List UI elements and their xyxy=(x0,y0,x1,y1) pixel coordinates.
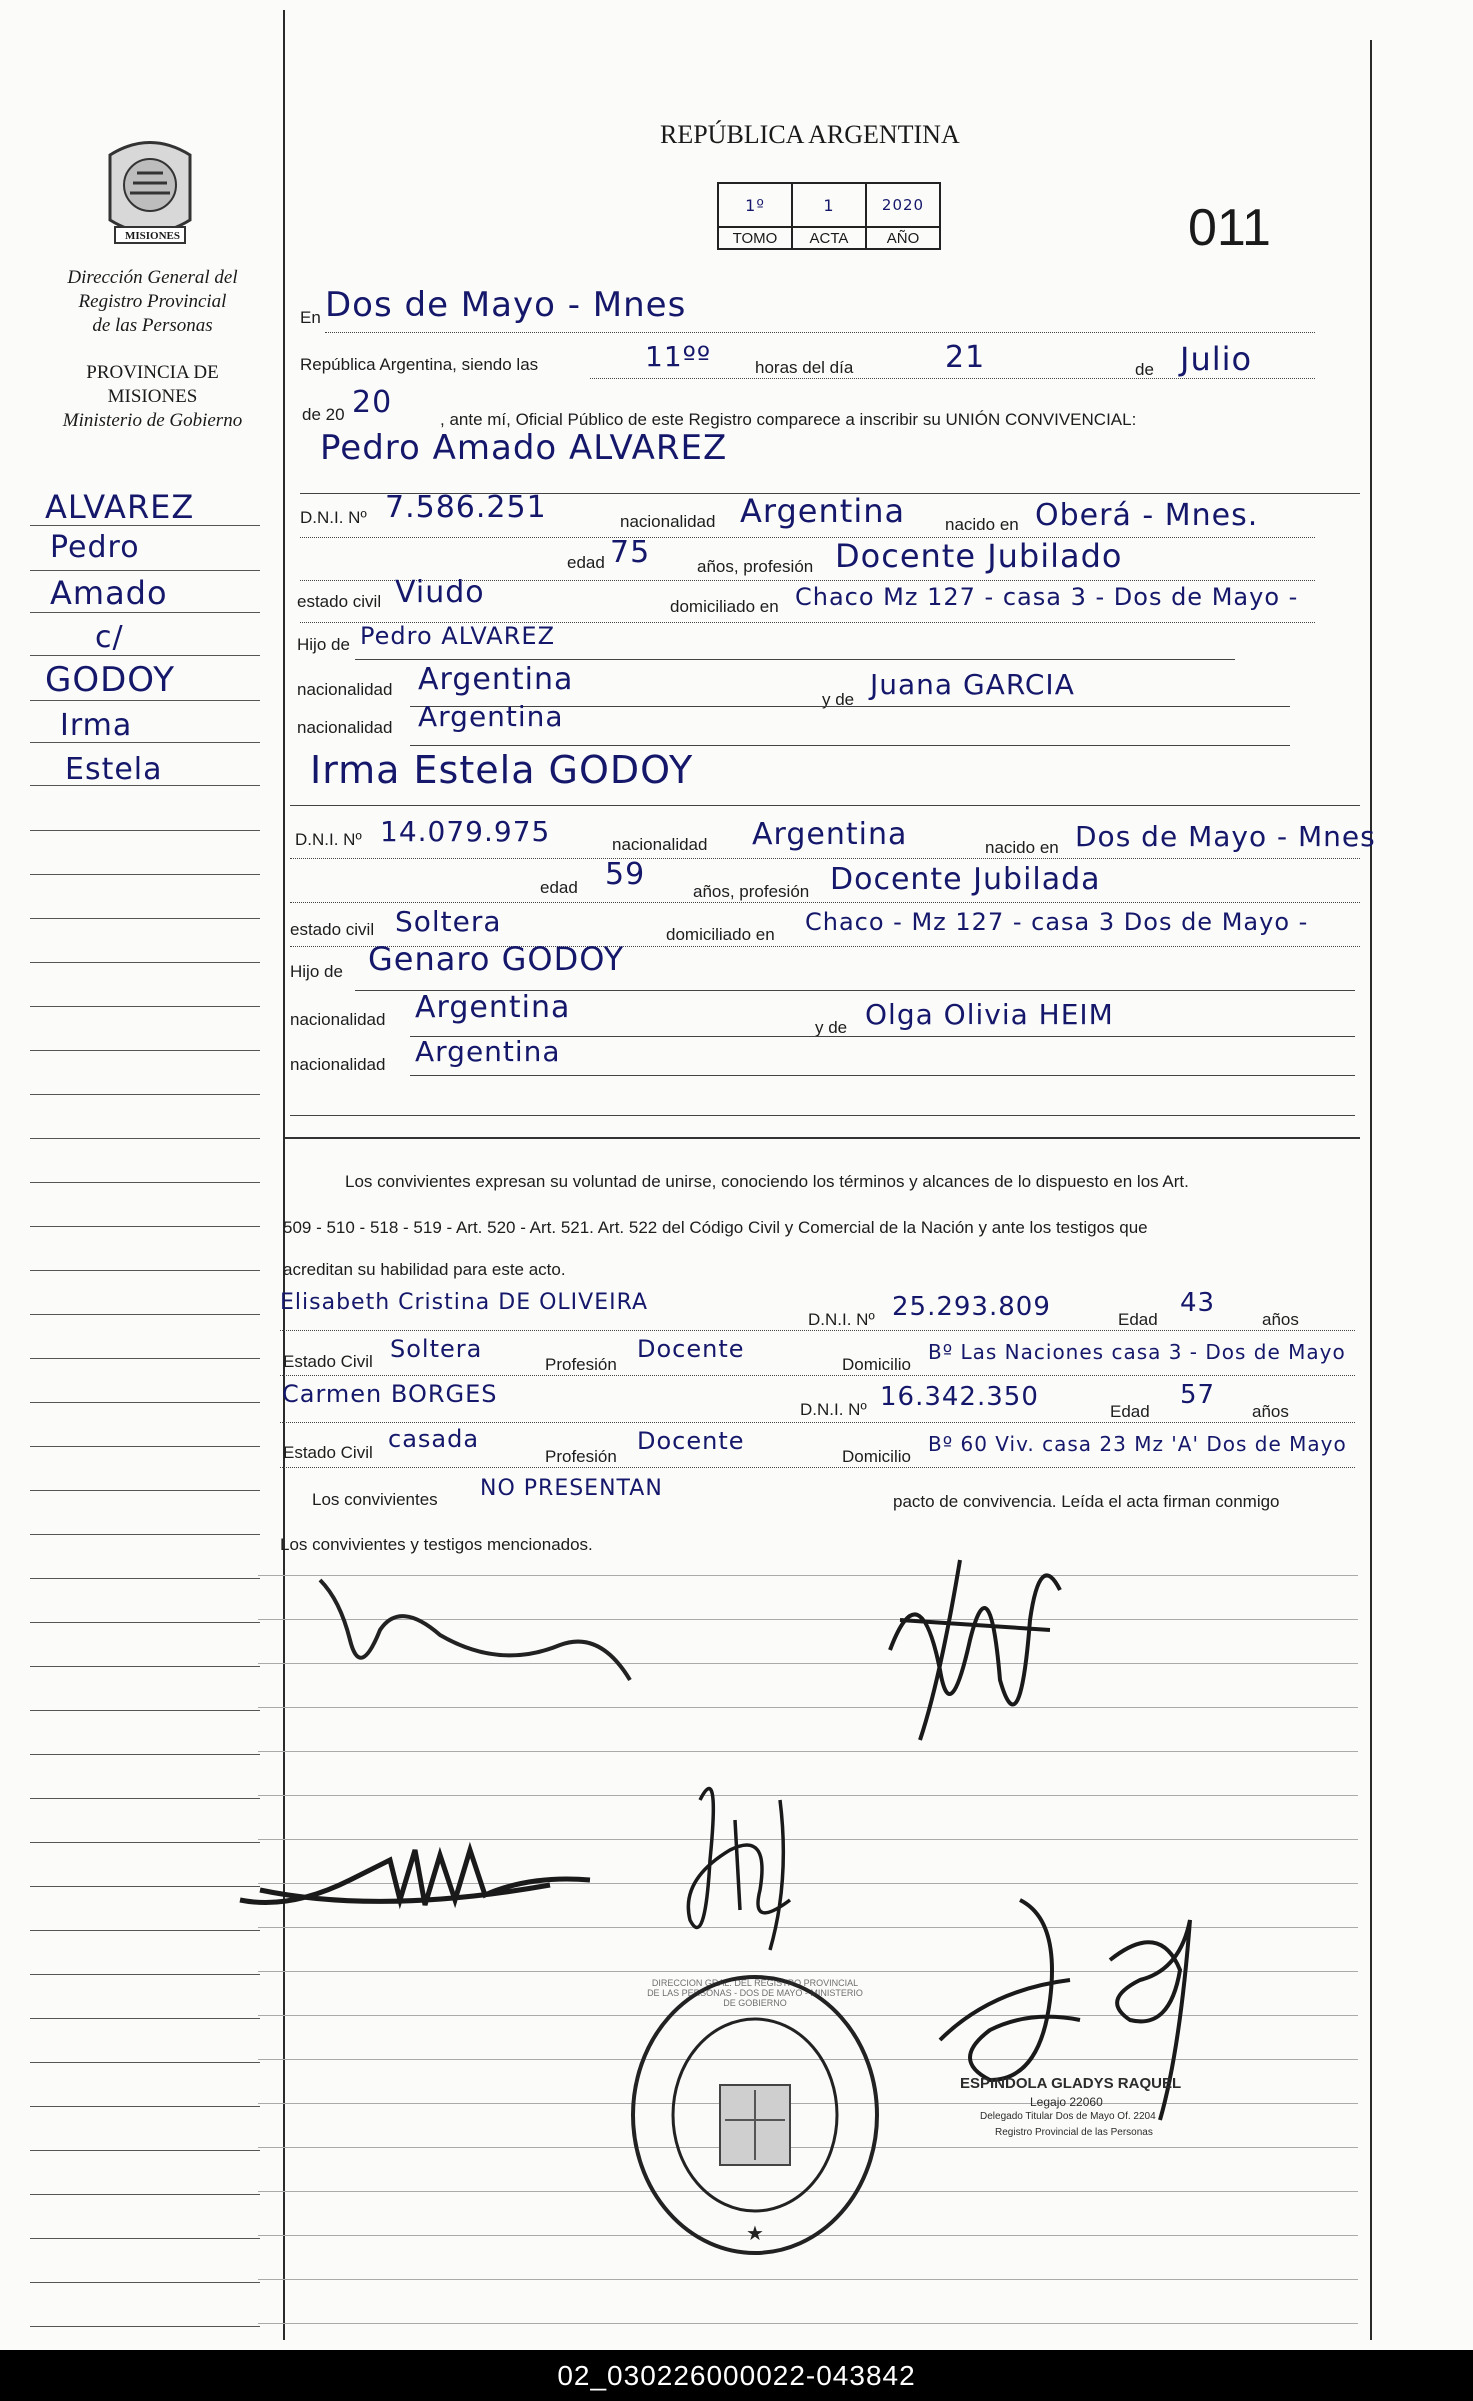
witness1-name: Elisabeth Cristina DE OLIVEIRA xyxy=(280,1290,649,1315)
person2-civil-label: estado civil xyxy=(290,920,375,939)
person2-age-label: edad xyxy=(540,878,578,897)
sidebar-line xyxy=(30,2238,260,2239)
document-code-footer: 02_030226000022-043842 xyxy=(0,2350,1473,2401)
witness1-address: Bº Las Naciones casa 3 - Dos de Mayo xyxy=(928,1340,1346,1364)
sidebar-line xyxy=(30,1402,260,1403)
person1-nat: Argentina xyxy=(740,492,906,530)
year-prefix: de 20 xyxy=(302,405,345,424)
sidebar-name-7: Estela xyxy=(65,752,163,787)
witness2-prof: Docente xyxy=(637,1427,745,1455)
person2-address-label: domiciliado en xyxy=(666,925,775,944)
stamp-legajo: Legajo 22060 xyxy=(1030,2095,1103,2109)
sidebar-line xyxy=(30,1314,260,1315)
witness2-address: Bº 60 Viv. casa 23 Mz 'A' Dos de Mayo xyxy=(928,1432,1347,1456)
witness1-prof-label: Profesión xyxy=(545,1355,617,1374)
person2-father-nat: Argentina xyxy=(415,990,571,1025)
place-value: Dos de Mayo - Mnes xyxy=(325,285,687,325)
sidebar-line xyxy=(30,962,260,963)
witness1-dni: 25.293.809 xyxy=(892,1292,1051,1322)
sidebar-line xyxy=(30,612,260,613)
sidebar-line xyxy=(30,1050,260,1051)
witness2-address-label: Domicilio xyxy=(842,1447,911,1466)
sidebar-line xyxy=(30,830,260,831)
country-title: REPÚBLICA ARGENTINA xyxy=(660,120,960,149)
person1-prof: Docente Jubilado xyxy=(835,537,1123,575)
witness1-address-label: Domicilio xyxy=(842,1355,911,1374)
sidebar-line xyxy=(30,2282,260,2283)
signature-line xyxy=(258,1751,1358,1752)
witness2-dni: 16.342.350 xyxy=(880,1382,1039,1412)
person1-father: Pedro ALVAREZ xyxy=(360,622,556,650)
person2-prof: Docente Jubilada xyxy=(830,862,1101,897)
sidebar-line xyxy=(30,1666,260,1667)
person1-mother-nat-label: nacionalidad xyxy=(297,718,393,737)
person2-born-label: nacido en xyxy=(985,838,1059,857)
witness2-civil-label: Estado Civil xyxy=(283,1443,373,1462)
person1-address: Chaco Mz 127 - casa 3 - Dos de Mayo - xyxy=(795,583,1299,611)
person2-nat: Argentina xyxy=(752,817,908,852)
en-label: En xyxy=(300,308,321,327)
witness1-civil-label: Estado Civil xyxy=(283,1352,373,1371)
person1-and-label: y de xyxy=(822,690,855,709)
page-number: 011 xyxy=(1188,199,1271,257)
person2-nat-label: nacionalidad xyxy=(612,835,708,854)
anio-value: 2020 xyxy=(866,183,940,227)
signature-2 xyxy=(860,1530,1080,1760)
signature-4 xyxy=(650,1760,820,1960)
sidebar-line xyxy=(30,525,260,526)
person1-son-label: Hijo de xyxy=(297,635,350,654)
sidebar-line xyxy=(30,742,260,743)
sidebar-name-6: Irma xyxy=(60,708,133,743)
sidebar-line xyxy=(30,1446,260,1447)
intro-statement: , ante mí, Oficial Público de este Registro comparece a inscribir su UNIÓN CONVIVENCIAL: xyxy=(440,410,1137,429)
signature-3 xyxy=(230,1820,610,1930)
sidebar-line xyxy=(30,1886,260,1887)
person1-father-nat: Argentina xyxy=(418,662,574,697)
sidebar-line xyxy=(30,1094,260,1095)
signature-line xyxy=(258,2279,1358,2280)
sidebar-line xyxy=(30,655,260,656)
sidebar-line xyxy=(30,2106,260,2107)
sidebar-line xyxy=(30,1226,260,1227)
province-line1: PROVINCIA DE xyxy=(86,362,219,383)
person2-and-label: y de xyxy=(815,1018,848,1037)
round-seal-text: DIRECCION GRAL. DEL REGISTRO PROVINCIAL DE LAS PERSONAS - DOS DE MAYO - MINISTERIO DE GOBIERNO xyxy=(647,1978,863,2008)
person2-address: Chaco - Mz 127 - casa 3 Dos de Mayo - xyxy=(805,908,1309,936)
org-name-line1: Dirección General del xyxy=(67,267,238,288)
witness1-age: 43 xyxy=(1180,1288,1216,1318)
sidebar-line xyxy=(30,1534,260,1535)
sidebar-line xyxy=(30,1270,260,1271)
sidebar-line xyxy=(30,1798,260,1799)
person1-dni: 7.586.251 xyxy=(385,490,547,525)
ministry-label: Ministerio de Gobierno xyxy=(62,410,243,431)
sidebar-line xyxy=(30,1710,260,1711)
sidebar-line xyxy=(30,2150,260,2151)
person2-dni: 14.079.975 xyxy=(380,815,551,848)
sidebar-line xyxy=(30,2018,260,2019)
person1-age-label: edad xyxy=(567,553,605,572)
witness1-dni-label: D.N.I. Nº xyxy=(808,1310,875,1329)
svg-text:★: ★ xyxy=(746,2223,764,2245)
person2-son-label: Hijo de xyxy=(290,962,343,981)
org-name-line2: Registro Provincial xyxy=(78,291,227,312)
org-name-line3: de las Personas xyxy=(92,315,213,336)
sidebar-line xyxy=(30,1974,260,1975)
person2-father-nat-label: nacionalidad xyxy=(290,1010,386,1029)
sidebar-line xyxy=(30,1622,260,1623)
person2-dni-label: D.N.I. Nº xyxy=(295,830,362,849)
witness1-civil: Soltera xyxy=(390,1335,483,1363)
month-value: Julio xyxy=(1180,340,1253,378)
closing-prefix: Los convivientes xyxy=(312,1490,438,1509)
horas-label: horas del día xyxy=(755,358,854,377)
sidebar-line xyxy=(30,785,260,786)
person2-name: Irma Estela GODOY xyxy=(310,748,694,792)
person2-born: Dos de Mayo - Mnes xyxy=(1075,820,1376,853)
witness2-civil: casada xyxy=(388,1425,480,1453)
sidebar-line xyxy=(30,874,260,875)
person1-address-label: domiciliado en xyxy=(670,597,779,616)
person1-born-label: nacido en xyxy=(945,515,1019,534)
closing-line2: Los convivientes y testigos mencionados. xyxy=(280,1535,593,1554)
sidebar-name-2: Pedro xyxy=(50,530,140,565)
person1-mother: Juana GARCIA xyxy=(870,668,1075,701)
person1-nat-label: nacionalidad xyxy=(620,512,716,531)
republic-label: República Argentina, siendo las xyxy=(300,355,539,374)
sidebar-line xyxy=(30,1842,260,1843)
sidebar-line xyxy=(30,1182,260,1183)
witness2-prof-label: Profesión xyxy=(545,1447,617,1466)
sidebar-line xyxy=(30,700,260,701)
person2-mother: Olga Olivia HEIM xyxy=(865,998,1114,1031)
seal-label: MISIONES xyxy=(125,230,181,242)
sidebar-line xyxy=(30,1930,260,1931)
witness2-age: 57 xyxy=(1180,1380,1216,1410)
sidebar-line xyxy=(30,1358,260,1359)
sidebar-name-3: Amado xyxy=(50,574,168,612)
person2-prof-label: años, profesión xyxy=(693,882,810,901)
witness1-years-label: años xyxy=(1262,1310,1299,1329)
declaration-line1: Los convivientes expresan su voluntad de unirse, conociendo los términos y alcances de lo dispuesto en los Art. xyxy=(345,1172,1189,1191)
witness2-years-label: años xyxy=(1252,1402,1289,1421)
closing-pact: NO PRESENTAN xyxy=(480,1476,663,1501)
sidebar-line xyxy=(30,1490,260,1491)
sidebar-line xyxy=(30,1754,260,1755)
year-suffix: 20 xyxy=(352,385,393,420)
province-line2: MISIONES xyxy=(107,386,198,407)
person2-mother-nat: Argentina xyxy=(415,1035,561,1068)
anio-label: AÑO xyxy=(866,227,940,249)
sidebar-line xyxy=(30,1578,260,1579)
day-value: 21 xyxy=(945,340,986,375)
witness2-age-label: Edad xyxy=(1110,1402,1150,1421)
witness1-age-label: Edad xyxy=(1118,1310,1158,1329)
person1-father-nat-label: nacionalidad xyxy=(297,680,393,699)
sidebar-name-1: ALVAREZ xyxy=(45,488,195,526)
round-seal xyxy=(625,1970,885,2260)
tomo-acta-box xyxy=(717,182,941,250)
left-border-line xyxy=(283,10,285,2340)
signature-line xyxy=(258,2323,1358,2324)
stamp-role: Delegado Titular Dos de Mayo Of. 2204 xyxy=(980,2111,1156,2122)
de-label: de xyxy=(1135,360,1154,379)
official-stamp xyxy=(960,2075,1260,2155)
province-seal xyxy=(95,135,205,255)
person1-born: Oberá - Mnes. xyxy=(1035,498,1259,533)
person1-civil: Viudo xyxy=(395,575,485,610)
witness2-dni-label: D.N.I. Nº xyxy=(800,1400,867,1419)
person1-age: 75 xyxy=(610,535,651,570)
sidebar-line xyxy=(30,1138,260,1139)
sidebar-line xyxy=(30,2326,260,2327)
sidebar-line xyxy=(30,570,260,571)
sidebar-line xyxy=(30,918,260,919)
closing-suffix: pacto de convivencia. Leída el acta firman conmigo xyxy=(893,1492,1280,1511)
person2-age: 59 xyxy=(605,857,646,892)
person2-father: Genaro GODOY xyxy=(368,940,625,978)
stamp-official-name: ESPINDOLA GLADYS RAQUEL xyxy=(960,2075,1182,2092)
person2-civil: Soltera xyxy=(395,905,502,938)
sidebar-name-5: GODOY xyxy=(45,660,175,700)
person2-mother-nat-label: nacionalidad xyxy=(290,1055,386,1074)
person1-dni-label: D.N.I. Nº xyxy=(300,508,367,527)
tomo-label: TOMO xyxy=(718,227,792,249)
sidebar-name-4: c/ xyxy=(95,620,124,655)
person1-name: Pedro Amado ALVAREZ xyxy=(320,428,728,468)
signature-1 xyxy=(300,1560,660,1710)
person1-mother-nat: Argentina xyxy=(418,700,564,733)
sidebar-line xyxy=(30,2194,260,2195)
person1-civil-label: estado civil xyxy=(297,592,382,611)
acta-label: ACTA xyxy=(792,227,866,249)
sidebar-line xyxy=(30,1006,260,1007)
acta-value: 1 xyxy=(792,183,866,227)
person1-prof-label: años, profesión xyxy=(697,557,814,576)
sidebar-line xyxy=(30,2062,260,2063)
right-border-line xyxy=(1370,40,1372,2340)
declaration-line3: acreditan su habilidad para este acto. xyxy=(283,1260,566,1279)
stamp-registry: Registro Provincial de las Personas xyxy=(995,2127,1153,2138)
witness1-prof: Docente xyxy=(637,1335,745,1363)
tomo-value: 1º xyxy=(718,183,792,227)
declaration-line2: 509 - 510 - 518 - 519 - Art. 520 - Art. 521. Art. 522 del Código Civil y Comercial de la Nación y ante los testigos que xyxy=(283,1218,1148,1237)
hour-value: 11ºº xyxy=(645,340,712,373)
witness2-name: Carmen BORGES xyxy=(282,1380,498,1408)
